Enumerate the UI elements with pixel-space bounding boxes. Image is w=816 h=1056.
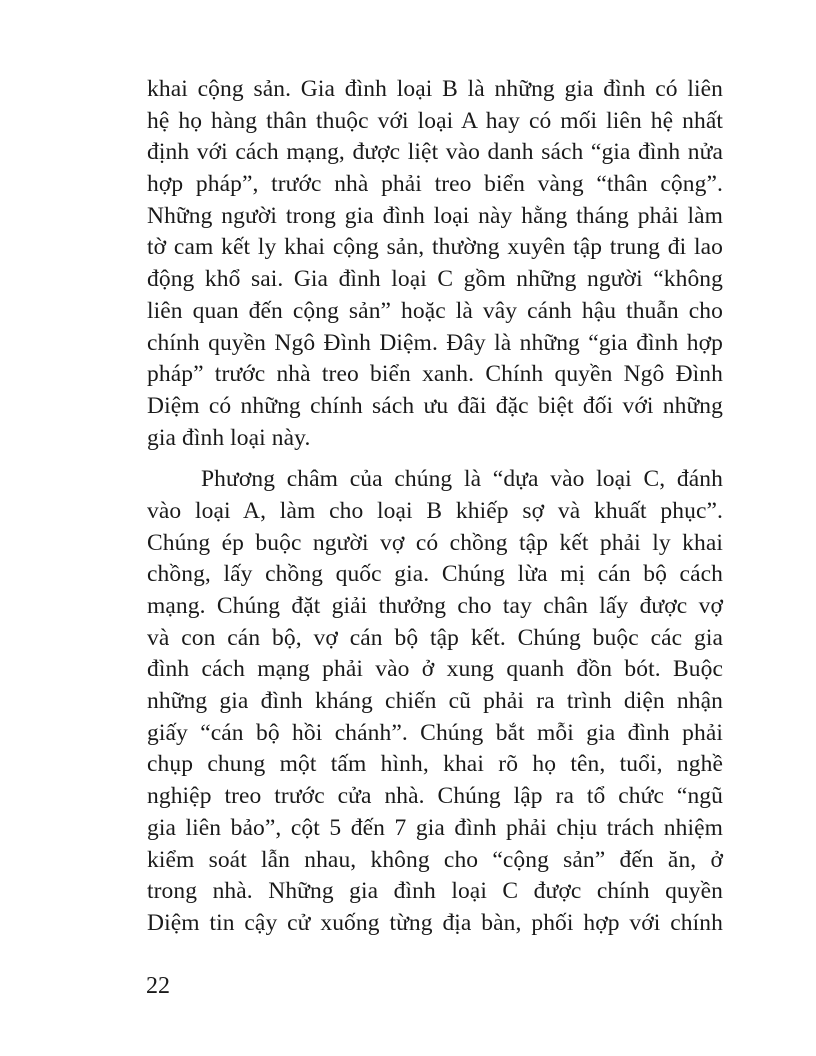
text-line: liên quan đến cộng sản” hoặc là vây cánh hậu thuẫn cho bbox=[147, 297, 723, 324]
text-line: chồng, lấy chồng quốc gia. Chúng lừa mị cán bộ cách bbox=[147, 561, 723, 588]
text-line: khai cộng sản. Gia đình loại B là những gia đình có liên bbox=[147, 76, 723, 102]
text-line: gia đình loại này. bbox=[147, 424, 311, 451]
text-line: nghiệp treo trước cửa nhà. Chúng lập ra tổ chức “ngũ bbox=[147, 783, 723, 810]
text-line: Chúng ép buộc người vợ có chồng tập kết phải ly khai bbox=[147, 529, 723, 556]
text-line: hợp pháp”, trước nhà phải treo biển vàng “thân cộng”. bbox=[147, 171, 723, 198]
paragraph-2 bbox=[147, 464, 723, 939]
text-line: định với cách mạng, được liệt vào danh sách “gia đình nửa bbox=[147, 139, 723, 166]
text-line: trong nhà. Những gia đình loại C được chính quyền bbox=[147, 878, 723, 905]
paragraph-gap bbox=[147, 454, 723, 464]
text-line: và con cán bộ, vợ cán bộ tập kết. Chúng buộc các gia bbox=[147, 624, 723, 651]
paragraph-1 bbox=[147, 74, 723, 454]
text-line: Diệm có những chính sách ưu đãi đặc biệt đối với những bbox=[147, 392, 723, 419]
text-line: pháp” trước nhà treo biển xanh. Chính quyền Ngô Đình bbox=[147, 361, 723, 388]
text-line: Diệm tin cậy cử xuống từng địa bàn, phối hợp với chính bbox=[147, 909, 723, 936]
text-line: kiểm soát lẫn nhau, không cho “cộng sản” đến ăn, ở bbox=[147, 846, 723, 873]
text-line: chính quyền Ngô Đình Diệm. Đây là những “gia đình hợp bbox=[147, 329, 723, 356]
text-line: Những người trong gia đình loại này hằng tháng phải làm bbox=[147, 202, 723, 229]
text-line: hệ họ hàng thân thuộc với loại A hay có mối liên hệ nhất bbox=[147, 107, 723, 134]
text-line: giấy “cán bộ hồi chánh”. Chúng bắt mỗi gia đình phải bbox=[147, 719, 723, 746]
text-line: chụp chung một tấm hình, khai rõ họ tên, tuổi, nghề bbox=[147, 751, 723, 778]
text-line: Phương châm của chúng là “dựa vào loại C, đánh bbox=[201, 466, 723, 493]
text-line: động khổ sai. Gia đình loại C gồm những người “không bbox=[147, 266, 723, 293]
text-line: đình cách mạng phải vào ở xung quanh đồn bót. Buộc bbox=[147, 656, 723, 683]
text-line: vào loại A, làm cho loại B khiếp sợ và khuất phục”. bbox=[147, 497, 723, 524]
text-line: những gia đình kháng chiến cũ phải ra trình diện nhận bbox=[147, 688, 723, 715]
body-text bbox=[147, 74, 723, 940]
text-line: tờ cam kết ly khai cộng sản, thường xuyên tập trung đi lao bbox=[147, 234, 723, 261]
page-number: 22 bbox=[146, 973, 170, 999]
text-line: mạng. Chúng đặt giải thưởng cho tay chân lấy được vợ bbox=[147, 593, 723, 619]
text-line: gia liên bảo”, cột 5 đến 7 gia đình phải chịu trách nhiệm bbox=[147, 814, 723, 841]
